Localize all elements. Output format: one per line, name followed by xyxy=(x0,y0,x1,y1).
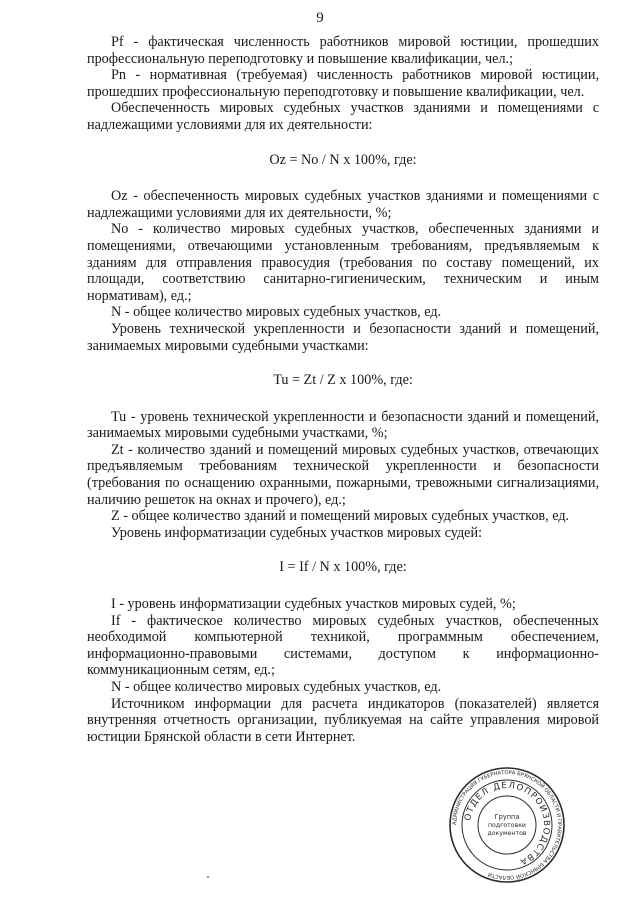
stamp-center-line-1: Группа xyxy=(494,813,520,821)
paragraph-no-definition: No - количество мировых судебных участков, обеспеченных зданиями и помещениями, отвечающими установленным требованиям, предъявляемым к зданиям для отправления правосудия (требования по составу помещений, их площади, соответствию санитарно-гигиеническим, техническим и иным нормативам), ед.; xyxy=(87,221,599,304)
document-body xyxy=(87,34,599,745)
stamp-center-line-2: подготовки xyxy=(488,822,526,829)
scan-speck xyxy=(207,876,209,878)
paragraph-if-definition: If - фактическое количество мировых судебных участков, обеспеченных необходимой компьютерной техникой, программным обеспечением, информационно-правовыми системами, доступом к информационно-коммуникационным сетям, ед.; xyxy=(87,612,599,679)
paragraph-i-definition: I - уровень информатизации судебных участков мировых судей, %; xyxy=(111,596,516,613)
paragraph-oz-intro: Обеспеченность мировых судебных участков зданиями и помещениями с надлежащими условиями для их деятельности: xyxy=(87,100,599,133)
stamp-center-line-3: документов xyxy=(487,830,527,837)
paragraph-pf-definition: Pf - фактическая численность работников мировой юстиции, прошедших профессиональную переподготовку и повышение квалификации, чел.; xyxy=(87,34,599,67)
paragraph-n-definition: N - общее количество мировых судебных участков, ед. xyxy=(111,304,442,321)
office-stamp xyxy=(447,765,567,885)
formula-tu: Tu = Zt / Z x 100%, где: xyxy=(273,372,413,389)
paragraph-source: Источником информации для расчета индикаторов (показателей) является внутренняя отчетность организации, публикуемая на сайте управления мировой юстиции Брянской области в сети Интернет. xyxy=(87,695,599,745)
paragraph-z-definition: Z - общее количество зданий и помещений мировых судебных участков, ед. xyxy=(111,508,570,525)
paragraph-tu-intro: Уровень технической укрепленности и безопасности зданий и помещений, занимаемых мировыми судебными участками: xyxy=(87,320,599,354)
paragraph-tu-definition: Tu - уровень технической укрепленности и безопасности зданий и помещений, занимаемых мировыми судебными участками, %; xyxy=(87,408,599,442)
formula-oz: Oz = No / N x 100%, где: xyxy=(269,151,417,168)
paragraph-pn-definition: Pn - нормативная (требуемая) численность работников мировой юстиции, прошедших профессиональную переподготовку и повышение квалификации, чел. xyxy=(87,67,599,100)
stamp-outer-text: АДМИНИСТРАЦИЯ ГУБЕРНАТОРА БРЯНСКОЙ ОБЛАСТИ И ПРАВИТЕЛЬСТВА БРЯНСКОЙ ОБЛАСТИ xyxy=(451,769,563,881)
paragraph-n-definition-2: N - общее количество мировых судебных участков, ед. xyxy=(111,679,442,695)
paragraph-i-intro: Уровень информатизации судебных участков мировых судей: xyxy=(111,524,483,541)
paragraph-oz-definition: Oz - обеспеченность мировых судебных участков зданиями и помещениями с надлежащими условиями для их деятельности, %; xyxy=(87,188,599,221)
stamp-ring-text: ОТДЕЛ ДЕЛОПРОИЗВОДСТВА xyxy=(463,780,552,867)
formula-i: I = If / N x 100%, где: xyxy=(279,559,407,576)
paragraph-zt-definition: Zt - количество зданий и помещений мировых судебных участков, отвечающих предъявляемым требованиям технической укрепленности и безопасности (требования по оснащению охранными, пожарными, тревожными сигнализациями, наличию решеток на окнах и прочего), ед.; xyxy=(87,441,599,508)
page-number: 9 xyxy=(316,10,324,26)
